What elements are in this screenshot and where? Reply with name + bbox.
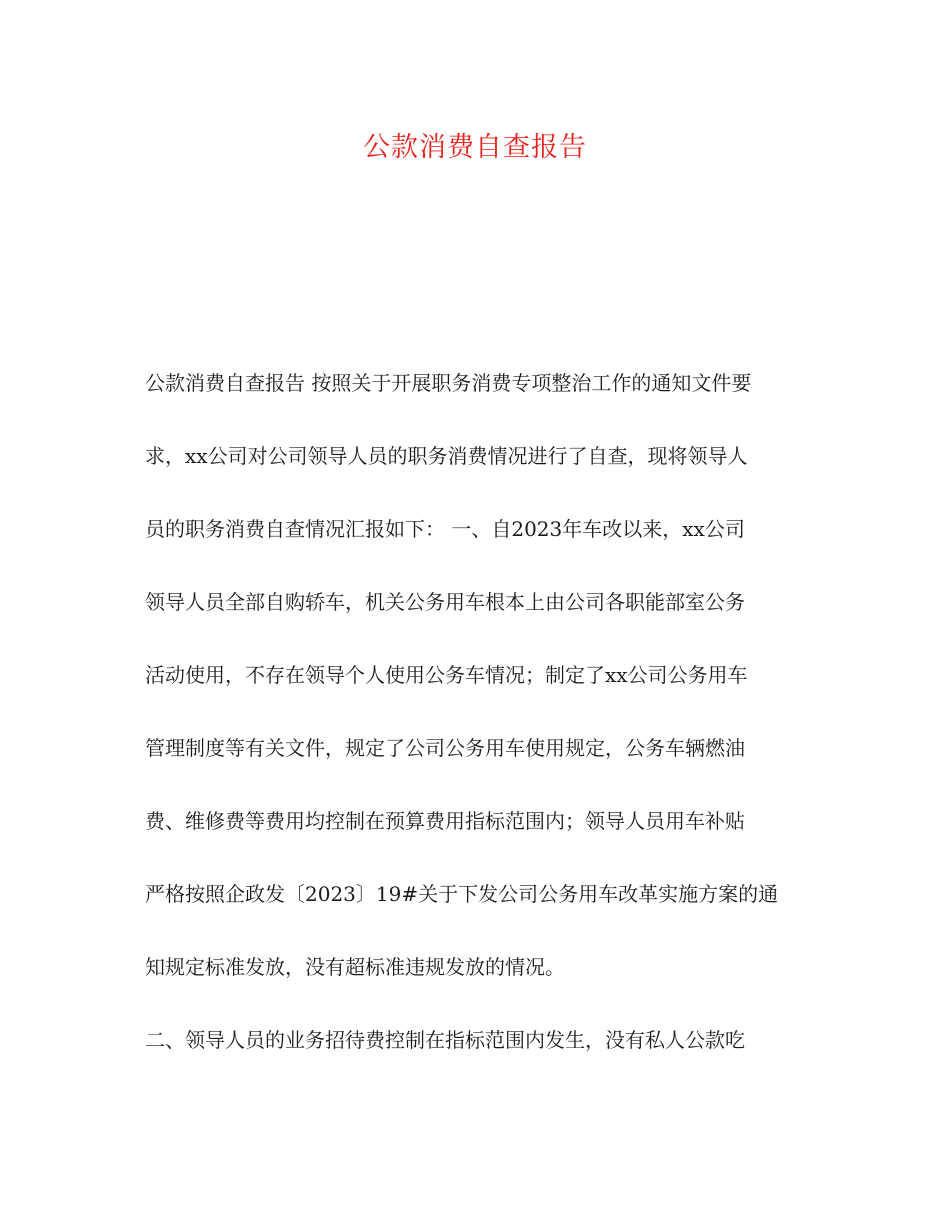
body-line: 费、维修费等费用均控制在预算费用指标范围内；领导人员用车补贴 [145, 809, 745, 833]
body-line: 管理制度等有关文件，规定了公司公务用车使用规定，公务车辆燃油 [145, 736, 745, 760]
body-line: 严格按照企政发〔2023〕19#关于下发公司公务用车改革实施方案的通 [145, 882, 779, 906]
body-line: 活动使用，不存在领导个人使用公务车情况；制定了xx公司公务用车 [145, 663, 748, 687]
body-line: 公款消费自查报告 按照关于开展职务消费专项整治工作的通知文件要 [145, 371, 752, 395]
body-line: 求，xx公司对公司领导人员的职务消费情况进行了自查，现将领导人 [145, 444, 748, 468]
body-line: 知规定标准发放，没有超标准违规发放的情况。 [145, 955, 565, 979]
body-line: 二、领导人员的业务招待费控制在指标范围内发生，没有私人公款吃 [145, 1028, 745, 1052]
body-line: 领导人员全部自购轿车，机关公务用车根本上由公司各职能部室公务 [145, 590, 745, 614]
document-body [145, 361, 815, 1091]
body-line: 员的职务消费自查情况汇报如下： 一、自2023年车改以来，xx公司 [145, 517, 745, 541]
document-title: 公款消费自查报告 [363, 132, 587, 163]
